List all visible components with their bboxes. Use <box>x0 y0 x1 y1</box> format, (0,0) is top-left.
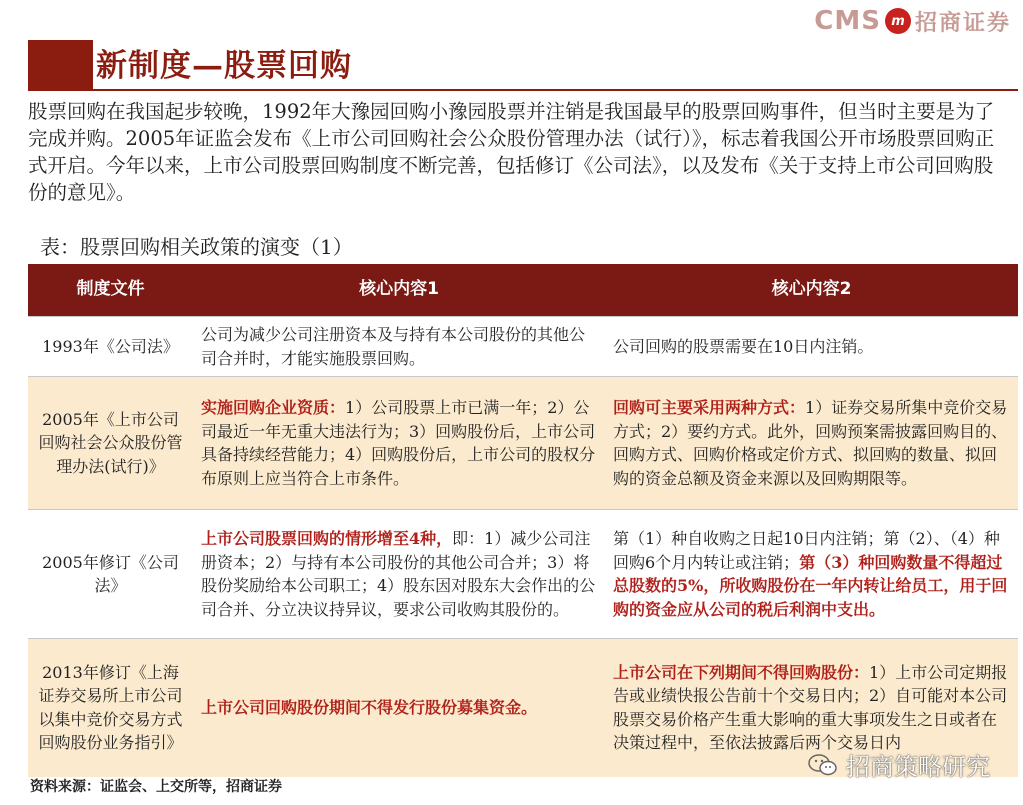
watermark-text: 招商策略研究 <box>846 753 990 781</box>
wechat-watermark <box>808 747 990 782</box>
header-content-1: 核心内容1 <box>193 264 605 317</box>
content-1-text: 1）公司股票上市已满一年；2）公司最近一年无重大违法行为；3）回购股份后，上市公司具备持续经营能力；4）回购股份后，上市公司的股权分布原则上应当符合上市条件。 <box>201 398 596 488</box>
content-1-highlight: 上市公司回购股份期间不得发行股份募集资金。 <box>201 698 538 717</box>
page-title: 新制度—股票回购 <box>96 48 352 84</box>
row-content-2 <box>605 317 1018 377</box>
row-doc: 1993年《公司法》 <box>28 317 193 377</box>
table-row <box>28 317 1018 377</box>
wechat-icon <box>808 753 838 777</box>
logo-cms-text: CMS <box>814 6 881 36</box>
content-1-highlight: 实施回购企业资质： <box>201 398 346 417</box>
table-row <box>28 510 1018 639</box>
title-accent-block <box>28 40 93 90</box>
row-content-2 <box>605 377 1018 510</box>
table-header-row <box>28 264 1018 317</box>
content-2-text: 1）证券交易所集中竞价交易方式；2）要约方式。此外，回购预案需披露回购目的、回购方式、回购价格或定价方式、拟回购的数量、拟回购的资金总额及资金来源以及回购期限等。 <box>613 398 1008 488</box>
content-1-text: 即：1）减少公司注册资本；2）与持有本公司股份的其他公司合并；3）将股份奖励给本公司职工；4）股东因对股东大会作出的公司合并、分立决议持异议，要求公司收购其股份的。 <box>201 529 596 619</box>
source-note: 资料来源：证监会、上交所等，招商证券 <box>30 779 282 795</box>
row-content-1 <box>193 639 605 777</box>
content-2-text: 1）上市公司定期报告或业绩快报公告前十个交易日内；2）自可能对本公司股票交易价格产生重大影响的重大事项发生之日或者在决策过程中，至依法披露后两个交易日内 <box>613 662 1008 753</box>
table-row <box>28 377 1018 510</box>
row-content-1 <box>193 510 605 639</box>
row-content-1 <box>193 377 605 510</box>
content-1-text: 公司为减少公司注册资本及与持有本公司股份的其他公司合并时，才能实施股票回购。 <box>201 325 586 368</box>
content-2-highlight: 上市公司在下列期间不得回购股份： <box>613 662 870 682</box>
content-2-tail: 第（3）种回购数量不得超过总股数的5%，所收购股份在一年内转让给员工，用于回购的资金应从公司的税后利润中支出。 <box>613 552 1008 619</box>
row-content-2 <box>605 510 1018 639</box>
row-doc: 2013年修订《上海证券交易所上市公司以集中竞价交易方式回购股份业务指引》 <box>28 639 193 777</box>
content-2-text: 公司回购的股票需要在10日内注销。 <box>613 336 874 356</box>
row-content-1 <box>193 317 605 377</box>
header-doc: 制度文件 <box>28 264 193 317</box>
title-divider <box>28 89 1018 91</box>
company-logo <box>814 6 1011 36</box>
row-doc: 2005年《上市公司回购社会公众股份管理办法(试行)》 <box>28 377 193 510</box>
table-caption: 表：股票回购相关政策的演变（1） <box>40 235 353 259</box>
header-content-2: 核心内容2 <box>605 264 1018 317</box>
row-doc: 2005年修订《公司法》 <box>28 510 193 639</box>
logo-chinese-text: 招商证券 <box>914 10 1011 36</box>
logo-emblem-icon: m <box>885 8 911 34</box>
intro-paragraph: 股票回购在我国起步较晚，1992年大豫园回购小豫园股票并注销是我国最早的股票回购事件，但当时主要是为了完成并购。2005年证监会发布《上市公司回购社会公众股份管理办法（试行）》，标志着我国公开市场股票回购正式开启。今年以来，上市公司股票回购制度不断完善，包括修订《公司法》，以及发布《关于支持上市公司回购股份的意见》。 <box>28 100 995 204</box>
content-2-text: 第（1）种自收购之日起10日内注销；第（2）、（4）种回购6个月内转让或注销； <box>613 529 1000 572</box>
content-2-highlight: 回购可主要采用两种方式： <box>613 398 806 417</box>
content-1-highlight: 上市公司股票回购的情形增至4种， <box>201 529 453 548</box>
policy-table <box>28 264 1018 777</box>
